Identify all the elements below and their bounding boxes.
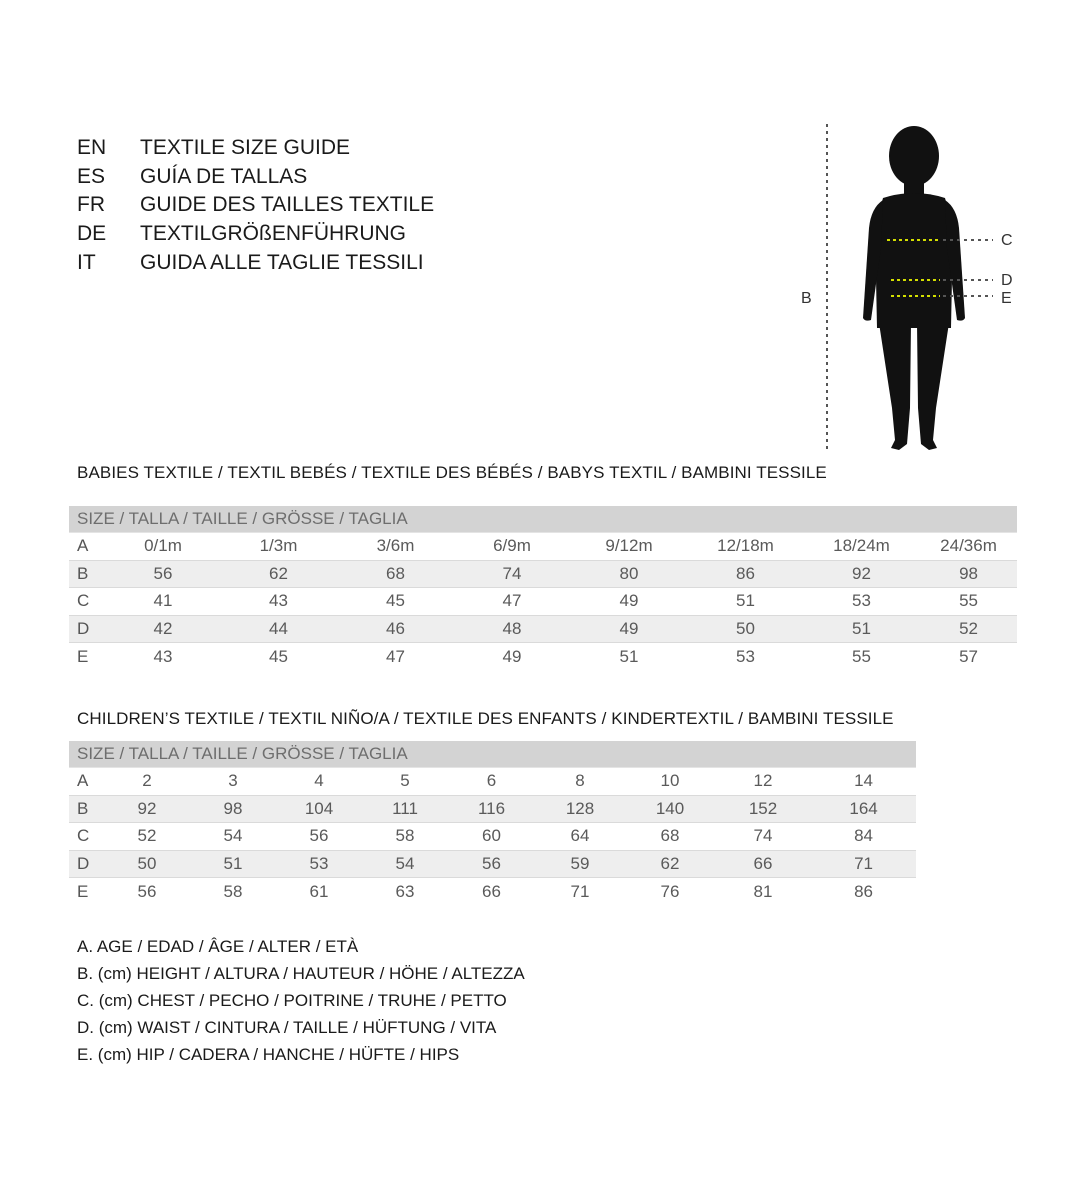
table-row-e bbox=[69, 878, 916, 905]
children-section-title: CHILDREN’S TEXTILE / TEXTIL NIÑO/A / TEXTILE DES ENFANTS / KINDERTEXTIL / BAMBINI TESSILE bbox=[77, 709, 894, 728]
table-cell: 62 bbox=[220, 560, 337, 588]
table-cell: 12 bbox=[715, 768, 811, 796]
table-cell: 111 bbox=[362, 795, 448, 823]
legend-item-d: D. (cm) WAIST / CINTURA / TAILLE / HÜFTUNG / VITA bbox=[77, 1017, 497, 1037]
table-cell: 3 bbox=[190, 768, 276, 796]
table-cell: 152 bbox=[715, 795, 811, 823]
table-cell: 49 bbox=[570, 615, 688, 643]
label-e: E bbox=[1001, 290, 1012, 307]
table-cell: 56 bbox=[106, 560, 220, 588]
table-cell: 98 bbox=[190, 795, 276, 823]
table-cell: 66 bbox=[715, 850, 811, 878]
row-label: C bbox=[69, 823, 104, 851]
table-cell: 71 bbox=[811, 850, 916, 878]
table-cell: 57 bbox=[920, 643, 1017, 670]
table-row-b bbox=[69, 560, 1017, 588]
table-cell: 3/6m bbox=[337, 533, 454, 561]
table-cell: 52 bbox=[104, 823, 190, 851]
table-cell: 128 bbox=[535, 795, 625, 823]
table-cell: 8 bbox=[535, 768, 625, 796]
table-header-row bbox=[69, 506, 1017, 533]
language-code: EN bbox=[77, 136, 107, 160]
table-row-c bbox=[69, 588, 1017, 616]
table-cell: 64 bbox=[535, 823, 625, 851]
legend-item-b: B. (cm) HEIGHT / ALTURA / HAUTEUR / HÖHE / ALTEZZA bbox=[77, 963, 525, 983]
table-cell: 54 bbox=[362, 850, 448, 878]
table-row-b bbox=[69, 795, 916, 823]
table-cell: 61 bbox=[276, 878, 362, 905]
table-cell: 104 bbox=[276, 795, 362, 823]
guide-title: TEXTILGRÖßENFÜHRUNG bbox=[140, 222, 407, 246]
table-cell: 58 bbox=[362, 823, 448, 851]
row-label: D bbox=[69, 850, 104, 878]
row-label: A bbox=[69, 768, 104, 796]
table-cell: 74 bbox=[715, 823, 811, 851]
guide-title: TEXTILE SIZE GUIDE bbox=[140, 136, 351, 160]
table-cell: 42 bbox=[106, 615, 220, 643]
table-cell: 140 bbox=[625, 795, 715, 823]
table-cell: 51 bbox=[803, 615, 920, 643]
child-silhouette-icon bbox=[863, 126, 965, 450]
child-silhouette-figure bbox=[795, 118, 1035, 463]
table-cell: 14 bbox=[811, 768, 916, 796]
table-cell: 18/24m bbox=[803, 533, 920, 561]
table-cell: 5 bbox=[362, 768, 448, 796]
table-row-a bbox=[69, 533, 1017, 561]
legend-item-a: A. AGE / EDAD / ÂGE / ALTER / ETÀ bbox=[77, 936, 359, 956]
table-cell: 51 bbox=[688, 588, 803, 616]
table-cell: 45 bbox=[220, 643, 337, 670]
table-cell: 49 bbox=[570, 588, 688, 616]
table-cell: 24/36m bbox=[920, 533, 1017, 561]
table-cell: 41 bbox=[106, 588, 220, 616]
title-row-en bbox=[77, 134, 434, 163]
table-cell: 68 bbox=[337, 560, 454, 588]
title-row-fr bbox=[77, 191, 434, 220]
table-cell: 76 bbox=[625, 878, 715, 905]
table-cell: 54 bbox=[190, 823, 276, 851]
table-cell: 51 bbox=[190, 850, 276, 878]
table-cell: 56 bbox=[104, 878, 190, 905]
table-cell: 164 bbox=[811, 795, 916, 823]
table-cell: 43 bbox=[106, 643, 220, 670]
table-cell: 81 bbox=[715, 878, 811, 905]
title-row-de bbox=[77, 220, 434, 249]
size-header: SIZE / TALLA / TAILLE / GRÖSSE / TAGLIA bbox=[69, 741, 916, 768]
table-cell: 4 bbox=[276, 768, 362, 796]
table-cell: 51 bbox=[570, 643, 688, 670]
table-cell: 50 bbox=[104, 850, 190, 878]
language-code: ES bbox=[77, 164, 106, 188]
table-cell: 80 bbox=[570, 560, 688, 588]
table-cell: 58 bbox=[190, 878, 276, 905]
table-cell: 49 bbox=[454, 643, 570, 670]
table-row-d bbox=[69, 615, 1017, 643]
table-cell: 59 bbox=[535, 850, 625, 878]
title-row-it bbox=[77, 248, 434, 277]
table-cell: 55 bbox=[803, 643, 920, 670]
table-cell: 50 bbox=[688, 615, 803, 643]
table-row-d bbox=[69, 850, 916, 878]
table-cell: 92 bbox=[104, 795, 190, 823]
label-d: D bbox=[1001, 272, 1013, 289]
language-code: DE bbox=[77, 222, 107, 246]
table-cell: 84 bbox=[811, 823, 916, 851]
table-cell: 53 bbox=[803, 588, 920, 616]
table-cell: 66 bbox=[448, 878, 535, 905]
row-label: E bbox=[69, 643, 106, 670]
table-cell: 46 bbox=[337, 615, 454, 643]
table-cell: 48 bbox=[454, 615, 570, 643]
table-cell: 47 bbox=[337, 643, 454, 670]
table-cell: 68 bbox=[625, 823, 715, 851]
table-cell: 71 bbox=[535, 878, 625, 905]
row-label: D bbox=[69, 615, 106, 643]
table-cell: 6 bbox=[448, 768, 535, 796]
table-cell: 92 bbox=[803, 560, 920, 588]
table-cell: 47 bbox=[454, 588, 570, 616]
table-cell: 56 bbox=[448, 850, 535, 878]
table-cell: 63 bbox=[362, 878, 448, 905]
babies-size-table bbox=[69, 506, 1017, 670]
table-cell: 6/9m bbox=[454, 533, 570, 561]
table-cell: 74 bbox=[454, 560, 570, 588]
table-cell: 43 bbox=[220, 588, 337, 616]
table-cell: 62 bbox=[625, 850, 715, 878]
table-cell: 53 bbox=[276, 850, 362, 878]
guide-titles bbox=[77, 134, 434, 277]
table-row-a bbox=[69, 768, 916, 796]
table-cell: 86 bbox=[688, 560, 803, 588]
table-row-c bbox=[69, 823, 916, 851]
table-row-e bbox=[69, 643, 1017, 670]
row-label: C bbox=[69, 588, 106, 616]
table-cell: 0/1m bbox=[106, 533, 220, 561]
table-cell: 55 bbox=[920, 588, 1017, 616]
table-cell: 2 bbox=[104, 768, 190, 796]
language-code: IT bbox=[77, 250, 96, 274]
table-header-row bbox=[69, 741, 916, 768]
guide-title: GUIDA ALLE TAGLIE TESSILI bbox=[140, 250, 424, 274]
table-cell: 10 bbox=[625, 768, 715, 796]
table-cell: 12/18m bbox=[688, 533, 803, 561]
table-cell: 52 bbox=[920, 615, 1017, 643]
guide-title: GUIDE DES TAILLES TEXTILE bbox=[140, 193, 435, 217]
legend-item-c: C. (cm) CHEST / PECHO / POITRINE / TRUHE / PETTO bbox=[77, 990, 507, 1010]
table-cell: 53 bbox=[688, 643, 803, 670]
measurement-legend bbox=[77, 933, 525, 1068]
legend-item-e: E. (cm) HIP / CADERA / HANCHE / HÜFTE / HIPS bbox=[77, 1044, 460, 1064]
table-cell: 86 bbox=[811, 878, 916, 905]
size-header: SIZE / TALLA / TAILLE / GRÖSSE / TAGLIA bbox=[69, 506, 1017, 533]
table-cell: 44 bbox=[220, 615, 337, 643]
table-cell: 116 bbox=[448, 795, 535, 823]
table-cell: 9/12m bbox=[570, 533, 688, 561]
table-cell: 98 bbox=[920, 560, 1017, 588]
row-label: A bbox=[69, 533, 106, 561]
table-cell: 1/3m bbox=[220, 533, 337, 561]
children-size-table bbox=[69, 741, 916, 905]
babies-section-title: BABIES TEXTILE / TEXTIL BEBÉS / TEXTILE DES BÉBÉS / BABYS TEXTIL / BAMBINI TESSILE bbox=[77, 463, 827, 482]
title-row-es bbox=[77, 163, 434, 192]
row-label: B bbox=[69, 560, 106, 588]
row-label: B bbox=[69, 795, 104, 823]
label-b: B bbox=[801, 290, 812, 307]
label-c: C bbox=[1001, 232, 1013, 249]
row-label: E bbox=[69, 878, 104, 905]
table-cell: 45 bbox=[337, 588, 454, 616]
table-cell: 60 bbox=[448, 823, 535, 851]
guide-title: GUÍA DE TALLAS bbox=[140, 164, 308, 188]
table-cell: 56 bbox=[276, 823, 362, 851]
language-code: FR bbox=[77, 193, 105, 217]
